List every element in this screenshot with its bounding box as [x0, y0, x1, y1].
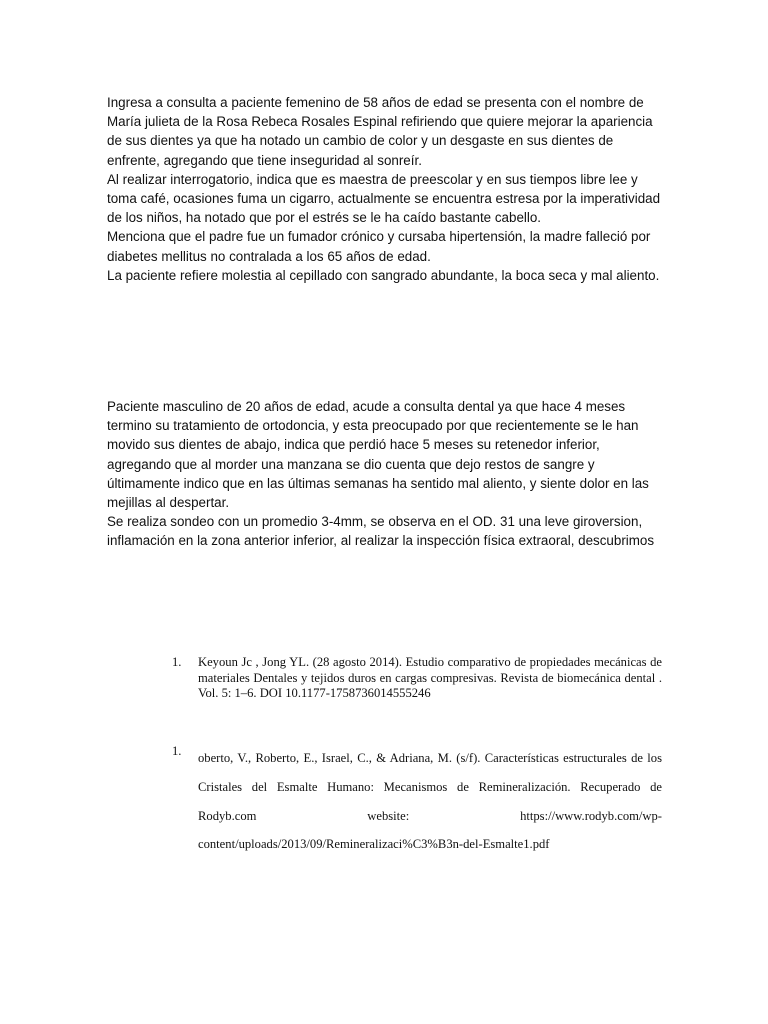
- reference-list-item: [172, 744, 662, 859]
- case-1-paragraph: Menciona que el padre fue un fumador crónico y cursaba hipertensión, la madre falleció por diabetes mellitus no contralada a los 65 años de edad.: [107, 229, 651, 264]
- case-description-male-patient: [107, 397, 662, 551]
- reference-text: Keyoun Jc , Jong YL. (28 agosto 2014). Estudio comparativo de propiedades mecánicas de materiales Dentales y tejidos duros en cargas compresivas. Revista de biomecánica dental . Vol. 5: 1–6. DOI 10.1177-1758736014555246: [198, 655, 662, 700]
- case-2-paragraph: Paciente masculino de 20 años de edad, acude a consulta dental ya que hace 4 meses termino su tratamiento de ortodoncia, y esta preocupado por que recientemente se le han movido sus dientes de abajo, indica que perdió hace 5 meses su retenedor inferior, agregando que al morder una manzana se dio cuenta que dejo restos de sangre y últimamente indico que en las últimas semanas ha sentido mal aliento, y siente dolor en las mejillas al despertar.: [107, 399, 649, 511]
- case-1-paragraph: Al realizar interrogatorio, indica que es maestra de preescolar y en sus tiempos libre lee y toma café, ocasiones fuma un cigarro, actualmente se encuentra estresa por la imperatividad de los niños, ha notado que por el estrés se le ha caído bastante cabello.: [107, 171, 661, 226]
- reference-number: 1.: [172, 744, 182, 758]
- reference-list-item: [172, 655, 662, 702]
- case-2-paragraph: Se realiza sondeo con un promedio 3-4mm, se observa en el OD. 31 una leve giroversion, inflamación en la zona anterior inferior, al realizar la inspección física extraoral, descubrimos: [107, 514, 655, 549]
- reference-text: oberto, V., Roberto, E., Israel, C., & Adriana, M. (s/f). Características estructurales de los Cristales del Esmalte Humano: Mecanismos de Remineralización. Recuperado de Rodyb.com website: https://www.rodyb.com/wp-content/uploads/2013/09/Remineralizaci%C3%B3n-del-Esmalte1.pdf: [198, 751, 662, 852]
- reference-number: 1.: [172, 655, 182, 669]
- case-1-paragraph: La paciente refiere molestia al cepillado con sangrado abundante, la boca seca y mal aliento.: [107, 267, 660, 283]
- case-1-paragraph: Ingresa a consulta a paciente femenino de 58 años de edad se presenta con el nombre de María julieta de la Rosa Rebeca Rosales Espinal refiriendo que quiere mejorar la apariencia de sus dientes ya que ha notado un cambio de color y un desgaste en sus dientes de enfrente, agregando que tiene inseguridad al sonreír.: [107, 95, 653, 168]
- case-description-female-patient: [107, 93, 662, 285]
